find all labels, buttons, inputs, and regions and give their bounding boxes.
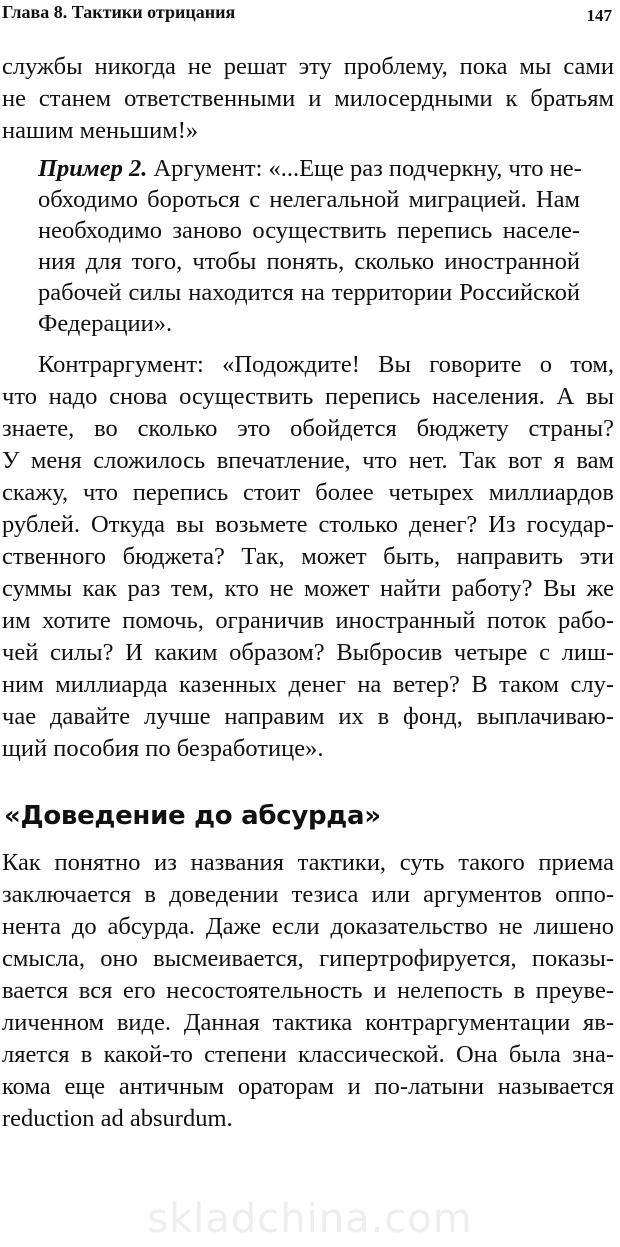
example-text: Аргумент: «...Еще раз подчеркну, что не-	[147, 155, 582, 182]
text-line: рабочей силы находится на территории Российской	[38, 279, 580, 306]
example-first-line	[38, 154, 580, 184]
text-line: нента до абсурда. Даже если доказательство не лишено	[2, 913, 614, 940]
text-line: суммы как раз тем, кто не может найти работу? Вы же	[2, 575, 614, 602]
text-line: вается вся его несостоятельность и нелепость в преуве-	[2, 977, 614, 1004]
example-label: Пример 2.	[38, 155, 148, 182]
text-line: нашим меньшим!»	[2, 117, 199, 144]
text-line: им хотите помочь, ограничив иностранный поток рабо-	[2, 607, 614, 634]
text-line: Федерации».	[38, 310, 173, 337]
text-line: ния для того, чтобы понять, сколько иностранной	[38, 248, 580, 275]
text-line: чей силы? И каким образом? Выбросив четыре с лиш-	[2, 639, 614, 666]
text-line: чае давайте лучше направим их в фонд, выплачиваю-	[2, 703, 614, 730]
text-line: смысла, оно высмеивается, гипертрофируется, показы-	[2, 945, 614, 972]
text-line: У меня сложилось впечатление, что нет. Так вот я вам	[2, 447, 614, 474]
text-line: reduction ad absurdum.	[2, 1105, 233, 1132]
text-line: скажу, что перепись стоит более четырех миллиардов	[2, 479, 614, 506]
chapter-title: Глава 8. Тактики отрицания	[2, 2, 236, 22]
text-line: кома еще античным ораторам и по-латыни называется	[2, 1073, 614, 1100]
text-line: обходимо бороться с нелегальной миграцией. Нам	[38, 186, 580, 213]
text-line: что надо снова осуществить перепись населения. А вы	[2, 383, 614, 410]
text-line: личенном виде. Данная тактика контраргументации яв-	[2, 1009, 614, 1036]
text-line: знаете, во сколько это обойдется бюджету страны?	[2, 415, 614, 442]
page-number: 147	[586, 6, 612, 25]
text-line: рублей. Откуда вы возьмете столько денег? Из государ-	[2, 511, 614, 538]
page-header	[2, 2, 612, 30]
text-line: ним миллиарда казенных денег на ветер? В таком слу-	[2, 671, 614, 698]
section-heading: «Доведение до абсурда»	[4, 801, 381, 831]
text-line: ственного бюджета? Так, может быть, направить эти	[2, 543, 614, 570]
text-line: необходимо заново осуществить перепись населе-	[38, 217, 580, 244]
text-line: Контраргумент: «Подождите! Вы говорите о том,	[38, 351, 614, 378]
watermark: skladchina.com	[147, 1196, 473, 1242]
text-line: заключается в доведении тезиса или аргументов оппо-	[2, 881, 614, 908]
text-line: службы никогда не решат эту проблему, пока мы сами	[2, 53, 614, 80]
text-line: щий пособия по безработице».	[2, 735, 324, 762]
text-line: не станем ответственными и милосердными к братьям	[2, 85, 614, 112]
text-line: ляется в какой-то степени классической. Она была зна-	[2, 1041, 614, 1068]
text-line: Как понятно из названия тактики, суть такого приема	[2, 849, 614, 876]
